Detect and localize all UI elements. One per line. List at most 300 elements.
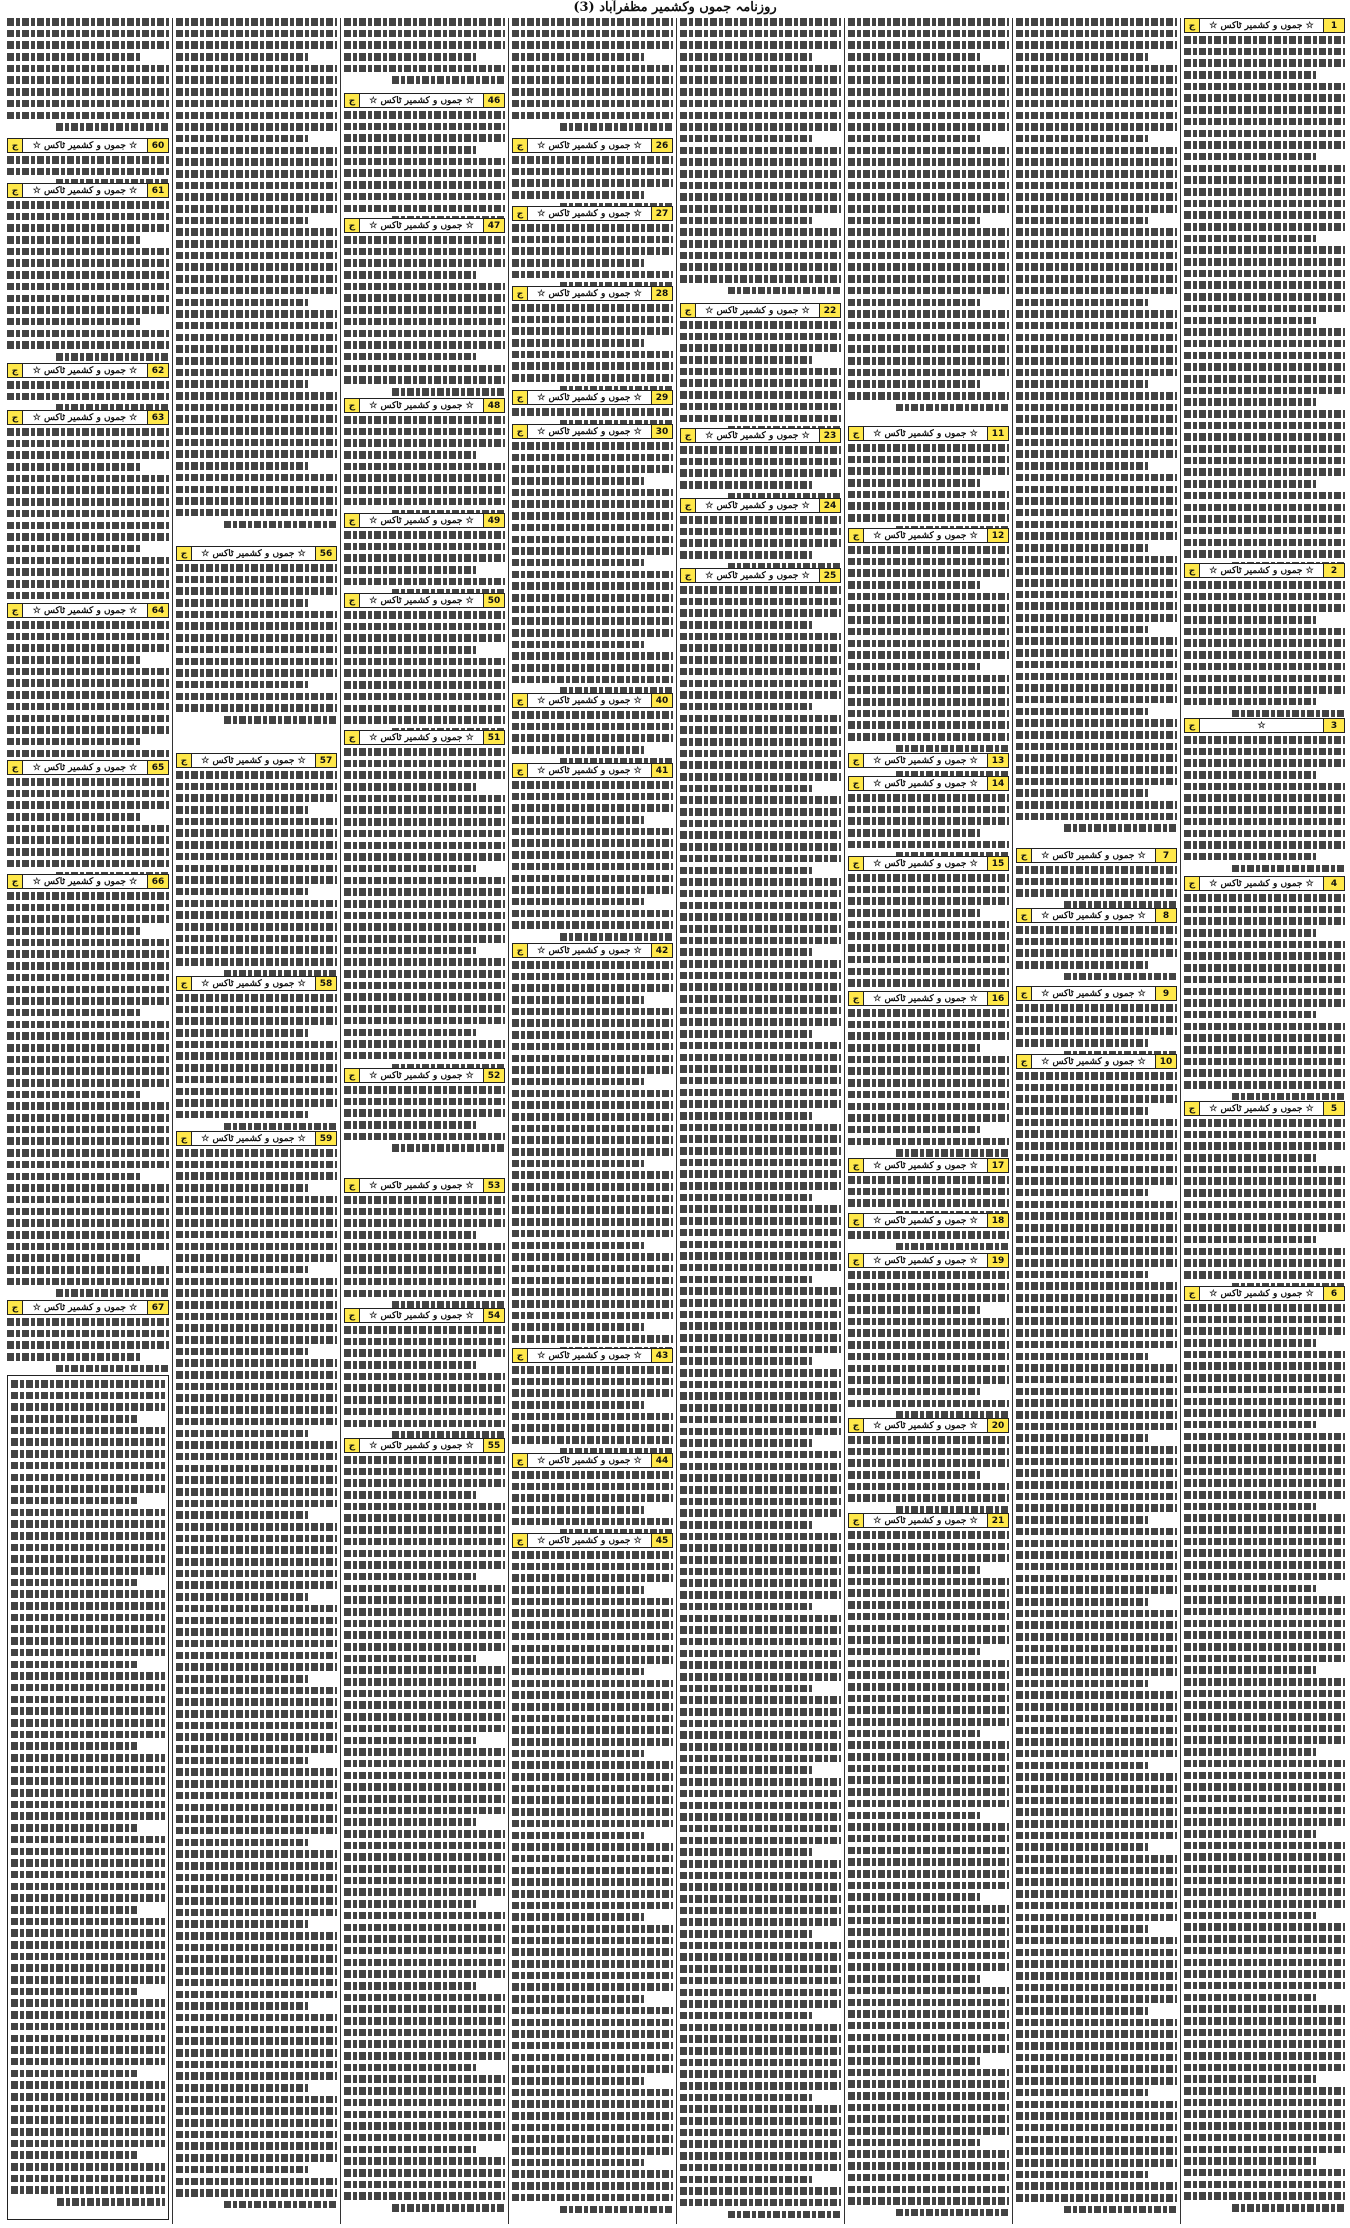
text-line (1016, 1832, 1177, 1840)
item-header-57 (176, 753, 337, 768)
text-line (680, 1685, 812, 1693)
text-line (848, 1341, 1009, 1349)
column-c2 (1012, 18, 1180, 2224)
text-line (11, 1929, 165, 1937)
text-line (57, 2198, 165, 2206)
text-line (7, 679, 169, 687)
text-line (344, 2005, 505, 2013)
text-line (176, 1523, 337, 1531)
text-line (680, 867, 812, 875)
text-line (680, 1030, 812, 1038)
logo-icon: ج (1185, 19, 1200, 32)
item-number: 53 (483, 1179, 504, 1192)
text-line (1016, 450, 1177, 458)
article-text (344, 748, 505, 1078)
text-line (1016, 556, 1177, 564)
item-header-54 (344, 1308, 505, 1323)
text-line (1016, 926, 1177, 934)
text-line (176, 53, 308, 61)
column-c5 (508, 18, 676, 2224)
text-line (7, 825, 169, 833)
text-line (848, 1928, 1009, 1936)
item-header-45 (512, 1533, 673, 1548)
item-number: 22 (819, 304, 840, 317)
text-line (1016, 1551, 1177, 1559)
item-title: ☆ جموں و کشمیر ٹاکس ☆ (369, 1180, 474, 1191)
text-line (1184, 1573, 1345, 1581)
text-line (1184, 1643, 1345, 1651)
logo-icon: ج (849, 1514, 864, 1527)
text-line (1184, 1620, 1345, 1628)
item-number: 59 (315, 1132, 336, 1145)
text-line (7, 1330, 169, 1338)
text-line (848, 921, 1009, 929)
text-line (1016, 1890, 1177, 1898)
text-line (344, 236, 505, 244)
text-line (848, 979, 1009, 987)
text-line (7, 330, 169, 338)
text-line (512, 1633, 673, 1641)
text-line (176, 634, 337, 642)
text-line (1016, 1586, 1177, 1594)
text-line (1184, 783, 1345, 791)
text-line (176, 158, 337, 166)
item-header-63 (7, 410, 169, 425)
text-line (56, 1289, 169, 1297)
text-line (848, 874, 1009, 882)
text-line (176, 1172, 337, 1180)
text-line (680, 1486, 841, 1494)
text-line (176, 669, 337, 677)
text-line (1184, 118, 1345, 126)
text-line (176, 1932, 337, 1940)
item-header-9 (1016, 986, 1177, 1001)
text-line (1184, 771, 1316, 779)
item-header-55 (344, 1438, 505, 1453)
item-title: ☆ جموں و کشمیر ٹاکس ☆ (32, 140, 138, 151)
text-line (1016, 1376, 1177, 1384)
text-line (11, 2128, 165, 2136)
text-line (1184, 736, 1345, 744)
item-title: ☆ جموں و کشمیر ٹاکس ☆ (1209, 1103, 1314, 1114)
text-line (512, 1008, 673, 1016)
text-line (7, 813, 140, 821)
text-line (1016, 357, 1177, 365)
text-line (848, 392, 1009, 400)
text-line (344, 2146, 476, 2154)
text-line (344, 2017, 505, 2025)
text-line (176, 88, 337, 96)
text-line (11, 1777, 165, 1785)
text-line (1184, 1748, 1316, 1756)
text-line (728, 287, 841, 295)
article-text (1016, 18, 1177, 845)
article-text (512, 1551, 673, 2224)
text-line (848, 1376, 1009, 1384)
text-line (512, 2170, 673, 2178)
text-line (848, 1601, 1009, 1609)
text-line (344, 1408, 505, 1416)
text-line (848, 1329, 1009, 1337)
text-line (1184, 818, 1345, 826)
text-line (344, 1029, 476, 1037)
text-line (1016, 474, 1177, 482)
text-line (512, 629, 673, 637)
text-line (1016, 1504, 1177, 1512)
text-line (1016, 889, 1177, 897)
text-line (1016, 462, 1148, 470)
item-title: ☆ جموں و کشمیر ٹاکس ☆ (369, 400, 474, 411)
text-line (344, 353, 476, 361)
text-line (1016, 1995, 1177, 2003)
text-line (848, 1032, 1009, 1040)
text-line (11, 1754, 165, 1762)
text-line (1016, 1189, 1148, 1197)
item-title: ☆ جموں و کشمیر ٹاکس ☆ (537, 1535, 642, 1546)
text-line (7, 1021, 169, 1029)
item-number: 2 (1323, 564, 1344, 577)
text-line (7, 927, 140, 935)
text-line (176, 1792, 337, 1800)
text-line (1016, 1166, 1177, 1174)
text-line (680, 1568, 841, 1576)
text-line (512, 1902, 673, 1910)
text-line (11, 1450, 165, 1458)
text-line (344, 1573, 476, 1581)
text-line (176, 946, 337, 954)
text-line (512, 804, 673, 812)
text-line (1184, 841, 1345, 849)
item-number: 28 (651, 287, 672, 300)
text-line (344, 259, 505, 267)
text-line (1016, 2077, 1177, 2085)
item-number: 55 (483, 1439, 504, 1452)
text-line (848, 569, 1009, 577)
text-line (11, 1427, 165, 1435)
text-line (1016, 766, 1177, 774)
text-line (560, 123, 673, 131)
text-line (680, 1930, 812, 1938)
text-line (176, 217, 308, 225)
text-line (680, 1217, 841, 1225)
logo-icon: ج (8, 1301, 23, 1314)
text-line (1016, 1434, 1148, 1442)
text-line (176, 1289, 337, 1297)
text-line (1016, 1727, 1177, 1735)
text-line (344, 248, 505, 256)
text-line (1016, 1282, 1177, 1290)
text-line (344, 1713, 505, 1721)
text-line (512, 1277, 673, 1285)
item-number: 20 (987, 1419, 1008, 1432)
text-line (1184, 1655, 1345, 1663)
text-line (1184, 2192, 1345, 2200)
text-line (11, 1403, 165, 1411)
text-line (7, 533, 169, 541)
text-line (680, 2094, 812, 2102)
text-line (512, 1483, 673, 1491)
article-text (848, 1271, 1009, 1431)
text-line (1184, 628, 1345, 636)
text-line (1184, 1690, 1345, 1698)
text-line (7, 306, 169, 314)
text-line (7, 318, 140, 326)
text-line (848, 1870, 1009, 1878)
text-line (1016, 743, 1177, 751)
text-line (680, 1357, 812, 1365)
text-line (344, 1231, 476, 1239)
text-line (680, 715, 841, 723)
text-line (344, 1361, 476, 1369)
text-line (1016, 1843, 1148, 1851)
text-line (848, 628, 1009, 636)
article-text (176, 1149, 337, 2224)
text-line (176, 1006, 337, 1014)
text-line (344, 271, 476, 279)
article-text (7, 201, 169, 376)
text-line (176, 509, 337, 517)
text-line (848, 1683, 1009, 1691)
text-line (1184, 1421, 1316, 1429)
item-title: ☆ جموں و کشمیر ٹاکس ☆ (873, 1160, 978, 1171)
item-number: 6 (1323, 1287, 1344, 1300)
text-line (11, 1964, 165, 1972)
text-line (344, 341, 505, 349)
text-line (176, 853, 337, 861)
text-line (344, 1278, 505, 1286)
text-line (848, 479, 980, 487)
text-line (1184, 480, 1316, 488)
logo-icon: ج (345, 514, 360, 527)
column-c1 (1180, 18, 1348, 2224)
text-line (848, 112, 1009, 120)
text-line (344, 1086, 505, 1094)
text-line (1184, 281, 1345, 289)
text-line (176, 1815, 337, 1823)
text-line (11, 1637, 165, 1645)
text-line (1016, 287, 1177, 295)
text-line (7, 1079, 169, 1087)
text-line (728, 2211, 841, 2219)
text-line (7, 1353, 140, 1361)
text-line (512, 559, 644, 567)
text-line (1016, 614, 1177, 622)
article-text (1184, 36, 1345, 576)
text-line (680, 1989, 841, 1997)
text-line (1184, 1398, 1345, 1406)
logo-icon: ج (8, 364, 23, 377)
text-line (848, 2197, 1009, 2205)
text-line (1184, 36, 1345, 44)
text-line (680, 2035, 841, 2043)
text-line (512, 793, 673, 801)
text-line (1016, 1177, 1177, 1185)
text-line (512, 2159, 644, 2167)
text-line (680, 1860, 841, 1868)
text-line (176, 1348, 308, 1356)
text-line (680, 333, 841, 341)
text-line (11, 1824, 137, 1832)
text-line (1184, 581, 1345, 589)
text-line (344, 1208, 505, 1216)
item-title: ☆ جموں و کشمیر ٹاکس ☆ (873, 530, 978, 541)
text-line (680, 1907, 841, 1915)
text-line (512, 1518, 673, 1526)
text-line (1016, 2007, 1148, 2015)
text-line (848, 310, 1009, 318)
text-line (344, 123, 505, 131)
text-line (7, 1208, 169, 1216)
text-line (11, 1988, 137, 1996)
text-line (176, 958, 337, 966)
text-line (176, 147, 337, 155)
logo-icon: ج (849, 754, 864, 767)
text-line (680, 469, 841, 477)
text-line (680, 539, 841, 547)
item-title: ☆ جموں و کشمیر ٹاکس ☆ (705, 305, 810, 316)
text-line (176, 1394, 337, 1402)
item-title: ☆ جموں و کشمیر ٹاکس ☆ (873, 993, 978, 1004)
text-line (680, 1229, 841, 1237)
item-number: 29 (651, 391, 672, 404)
item-header-40 (512, 693, 673, 708)
text-line (512, 1323, 644, 1331)
text-line (680, 1802, 841, 1810)
text-line (7, 790, 169, 798)
text-line (7, 510, 169, 518)
text-line (1016, 532, 1177, 540)
text-line (1184, 1772, 1345, 1780)
text-line (176, 193, 337, 201)
text-line (176, 1488, 337, 1496)
text-line (680, 2024, 841, 2032)
text-line (1016, 961, 1148, 969)
text-line (680, 1428, 841, 1436)
text-line (344, 1420, 505, 1428)
text-line (7, 915, 169, 923)
text-line (680, 1965, 841, 1973)
text-line (512, 851, 673, 859)
logo-icon: ج (513, 694, 528, 707)
text-line (176, 170, 337, 178)
text-line (176, 1041, 337, 1049)
text-line (680, 1322, 841, 1330)
text-line (512, 1855, 673, 1863)
text-line (176, 1675, 308, 1683)
text-line (680, 1731, 841, 1739)
text-line (848, 733, 1009, 741)
text-line (512, 1494, 673, 1502)
text-line (512, 1761, 673, 1769)
text-line (1184, 235, 1316, 243)
text-line (176, 1710, 337, 1718)
text-line (512, 1230, 673, 1238)
text-line (512, 1948, 673, 1956)
item-header-59 (176, 1131, 337, 1146)
text-line (680, 656, 841, 664)
text-line (1184, 1514, 1345, 1522)
text-line (680, 528, 841, 536)
item-title: ☆ جموں و کشمیر ٹاکس ☆ (873, 428, 978, 439)
text-line (512, 961, 673, 969)
item-number: 61 (147, 184, 168, 197)
text-line (1016, 1563, 1177, 1571)
text-line (1064, 824, 1177, 832)
text-line (344, 1005, 505, 1013)
item-title: ☆ جموں و کشمیر ٹاکس ☆ (32, 412, 138, 423)
text-line (1016, 1902, 1177, 1910)
item-number: 1 (1323, 19, 1344, 32)
text-line (7, 592, 169, 600)
text-line (512, 1680, 673, 1688)
text-line (1184, 1736, 1345, 1744)
text-line (680, 1848, 812, 1856)
text-line (512, 1621, 673, 1629)
text-line (176, 1722, 337, 1730)
text-line (1016, 1575, 1177, 1583)
text-line (11, 2116, 165, 2124)
text-line (848, 1231, 1009, 1239)
text-line (1016, 626, 1148, 634)
text-line (176, 1839, 308, 1847)
text-line (11, 1906, 137, 1914)
text-line (176, 564, 337, 572)
text-line (344, 900, 505, 908)
text-line (11, 1696, 165, 1704)
item-header-26 (512, 138, 673, 153)
text-line (344, 623, 505, 631)
text-line (176, 240, 337, 248)
text-line (848, 1067, 1009, 1075)
text-line (176, 1955, 337, 1963)
text-line (512, 1136, 673, 1144)
text-line (176, 818, 337, 826)
text-line (176, 704, 337, 712)
text-line (680, 1521, 812, 1529)
text-line (7, 428, 169, 436)
text-line (11, 2186, 165, 2194)
text-line (1184, 906, 1345, 914)
text-line (848, 2174, 1009, 2182)
text-line (11, 1438, 165, 1446)
text-line (1184, 1259, 1345, 1267)
text-line (512, 1913, 644, 1921)
text-line (512, 973, 673, 981)
text-line (1184, 1666, 1316, 1674)
text-line (1184, 270, 1345, 278)
text-line (176, 646, 337, 654)
item-header-25 (680, 568, 841, 583)
newspaper-columns (2, 18, 1348, 2224)
text-line (1016, 1353, 1148, 1361)
text-line (848, 1753, 1009, 1761)
text-line (512, 2065, 673, 2073)
text-line (848, 205, 1009, 213)
text-line (1016, 801, 1177, 809)
article-text (176, 771, 337, 986)
article-text (512, 18, 673, 135)
item-number: 49 (483, 514, 504, 527)
text-line (1016, 299, 1148, 307)
text-line (176, 1111, 308, 1119)
text-line (7, 950, 169, 958)
text-line (176, 794, 337, 802)
text-line (7, 1067, 169, 1075)
text-line (848, 675, 1009, 683)
text-line (7, 703, 169, 711)
text-line (1184, 988, 1345, 996)
text-line (512, 2089, 673, 2097)
